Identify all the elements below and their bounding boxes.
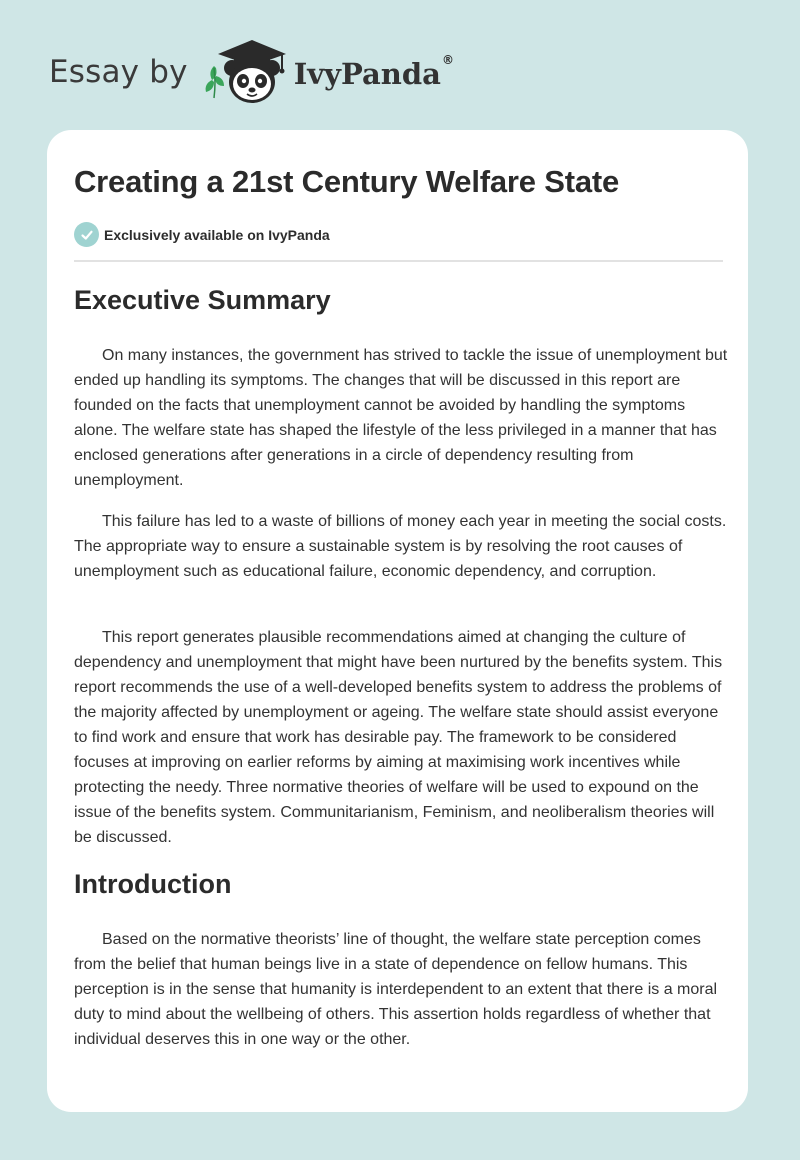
paragraph: This failure has led to a waste of billions of money each year in meeting the social costs. The appropriate way to ensure a sustainable system is by resolving the root causes of unemployment such as educational failure, economic dependency, and corruption. <box>74 513 727 580</box>
badge-label: Exclusively available on IvyPanda <box>104 226 330 243</box>
paragraph: On many instances, the government has strived to tackle the issue of unemployment but ended up handling its symptoms. The changes that will be discussed in this report are founded on the facts that unemployment cannot be avoided by handling the symptoms alone. The welfare state has shaped the lifestyle of the less privileged in a manner that has enclosed generations after generations in a circle of dependency resulting from unemployment. <box>74 347 728 489</box>
brand-header[interactable] <box>49 36 454 108</box>
section-heading-executive-summary: Executive Summary <box>74 285 331 315</box>
title-divider <box>74 260 723 262</box>
registered-mark: ® <box>441 53 454 67</box>
exclusive-badge <box>74 222 330 247</box>
check-circle-icon <box>74 222 99 247</box>
brand-prefix: Essay by <box>49 54 188 90</box>
paragraph: Based on the normative theorists’ line of thought, the welfare state perception comes from the belief that human beings live in a state of dependence on fellow humans. This perception is in the sense that humanity is interdependent to an extent that there is a moral duty to mind about the wellbeing of others. This assertion holds regardless of whether that individual deserves this in one way or the other. <box>74 931 718 1048</box>
essay-card <box>47 130 748 1112</box>
panda-graduate-icon <box>202 36 292 108</box>
section-heading-introduction: Introduction <box>74 869 232 899</box>
brand-name: IvyPanda® <box>293 53 454 91</box>
paragraph: This report generates plausible recommendations aimed at changing the culture of dependency and unemployment that might have been nurtured by the benefits system. This report recommends the use of a well-developed benefits system to address the problems of the majority affected by unemployment or ageing. The welfare state should assist everyone to find work and ensure that work has desirable pay. The framework to be considered focuses at improving on earlier reforms by aiming at maximising work incentives while protecting the needy. Three normative theories of welfare will be used to expound on the issue of the benefits system. Communitarianism, Feminism, and neoliberalism theories will be discussed. <box>74 629 723 846</box>
page-title: Creating a 21st Century Welfare State <box>74 164 620 199</box>
